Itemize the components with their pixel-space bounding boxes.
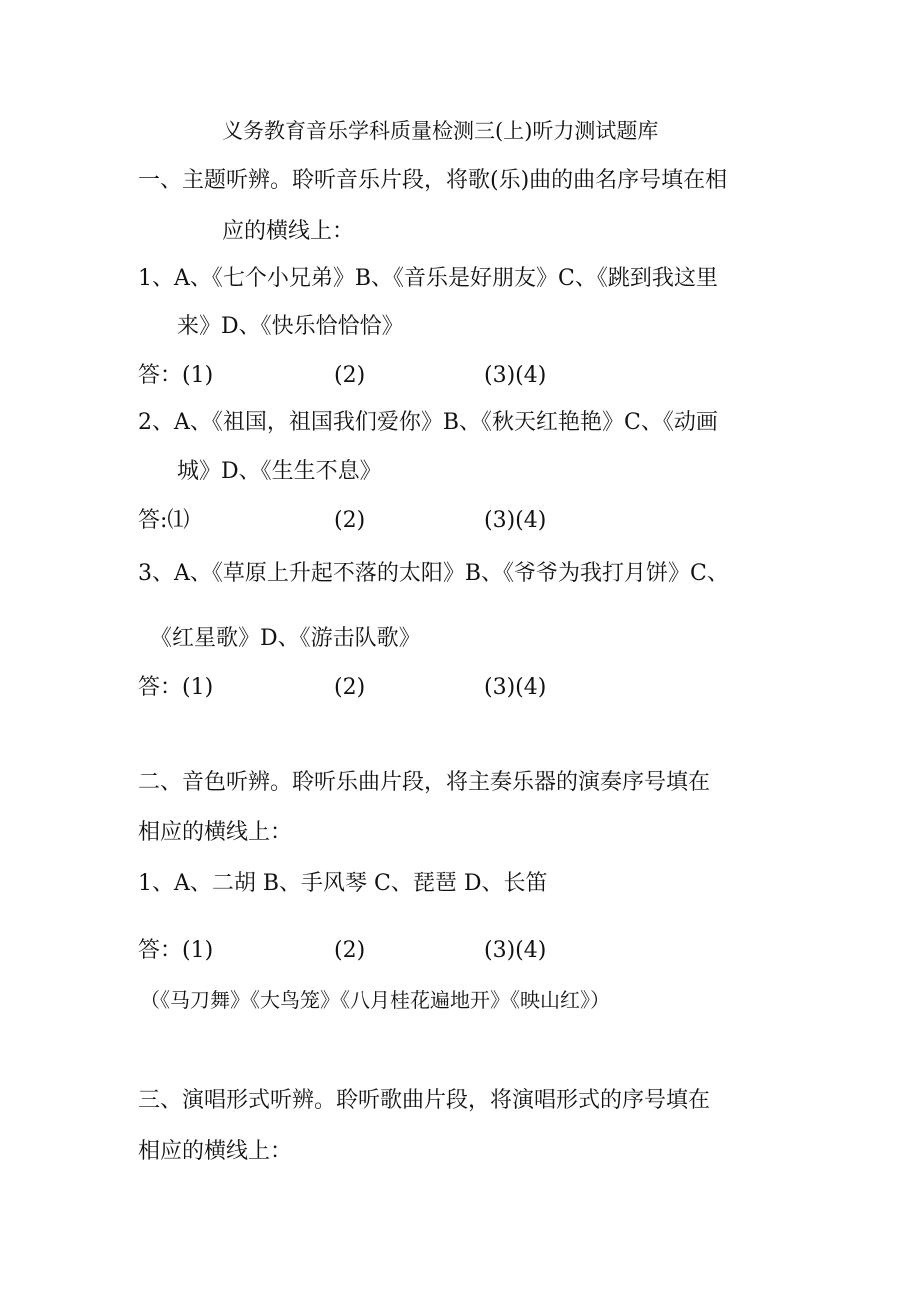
- question-2-1: 1、A、二胡 B、手风琴 C、琵琶 D、长笛: [138, 871, 548, 896]
- section3-heading: 三、演唱形式听辨。聆听歌曲片段，将演唱形式的序号填在: [138, 1088, 711, 1113]
- answer-blank-1[interactable]: 答：(1): [138, 363, 214, 388]
- answer-row-2-1: [138, 940, 638, 966]
- answer-blank-2[interactable]: (2): [334, 363, 366, 388]
- question-1-3-cont: 《红星歌》D、《游击队歌》: [150, 626, 421, 651]
- question-1-1: 1、A、《七个小兄弟》B、《音乐是好朋友》C、《跳到我这里: [138, 266, 718, 291]
- question-1-3: 3、A、《草原上升起不落的太阳》B、《爷爷为我打月饼》C、: [138, 561, 729, 586]
- section1-heading-cont: 应的横线上：: [222, 219, 355, 244]
- answer-row-1-1: [138, 365, 638, 391]
- answer-row-1-2: [138, 510, 638, 536]
- answer-blank-1[interactable]: 答:⑴: [138, 508, 190, 533]
- song-list-note: （《马刀舞》《大鸟笼》《八月桂花遍地开》《映山红》）: [140, 988, 610, 1012]
- question-1-2-cont: 城》D、《生生不息》: [177, 459, 382, 484]
- answer-blank-3-4[interactable]: (3)(4): [484, 363, 547, 388]
- answer-blank-2[interactable]: (2): [334, 508, 366, 533]
- answer-blank-1[interactable]: 答：(1): [138, 938, 214, 963]
- section3-heading-cont: 相应的横线上：: [138, 1139, 293, 1164]
- question-1-1-cont: 来》D、《快乐恰恰恰》: [177, 314, 404, 339]
- answer-blank-3-4[interactable]: (3)(4): [484, 675, 547, 700]
- answer-blank-1[interactable]: 答：(1): [138, 675, 214, 700]
- section2-heading: 二、音色听辨。聆听乐曲片段，将主奏乐器的演奏序号填在: [138, 770, 711, 795]
- question-1-2: 2、A、《祖国，祖国我们爱你》B、《秋天红艳艳》C、《动画: [138, 410, 718, 435]
- answer-row-1-3: [138, 677, 638, 703]
- answer-blank-2[interactable]: (2): [334, 675, 366, 700]
- answer-blank-2[interactable]: (2): [334, 938, 366, 963]
- answer-blank-3-4[interactable]: (3)(4): [484, 938, 547, 963]
- page-title: 义务教育音乐学科质量检测三(上)听力测试题库: [222, 119, 659, 143]
- answer-blank-3-4[interactable]: (3)(4): [484, 508, 547, 533]
- section1-heading: 一、主题听辨。聆听音乐片段，将歌(乐)曲的曲名序号填在相: [138, 168, 728, 193]
- section2-heading-cont: 相应的横线上：: [138, 820, 293, 845]
